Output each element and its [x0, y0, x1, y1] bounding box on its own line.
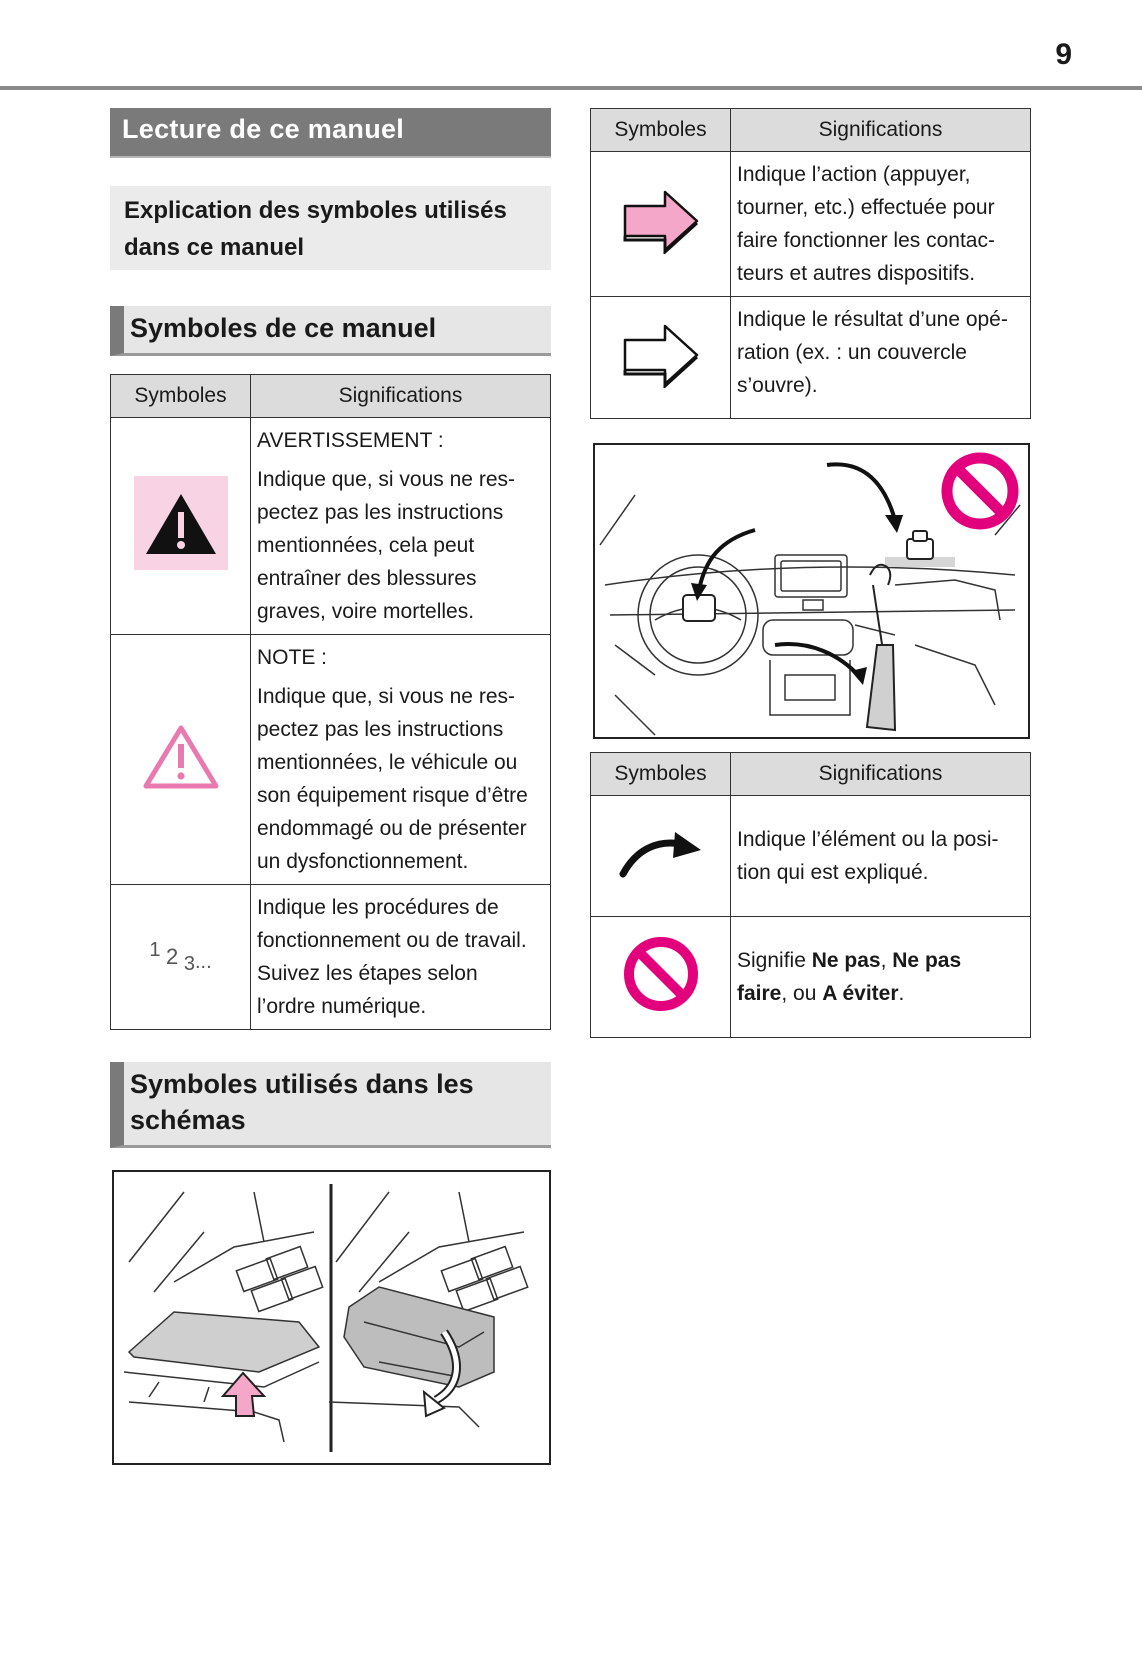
symbol-cell [111, 885, 251, 1030]
meaning-cell [731, 796, 1031, 917]
text-line: mentionnées, cela peut [257, 534, 475, 557]
text-line: mentionnées, le véhicule ou [257, 751, 518, 774]
symbol-cell [591, 917, 731, 1038]
text-line: tion qui est expliqué. [737, 861, 929, 884]
symbol-cell [591, 796, 731, 917]
curved-arrow-icon [619, 828, 703, 878]
section-title-line-1: Symboles utilisés dans les [130, 1069, 474, 1099]
manual-symbols-table [110, 374, 551, 1030]
section-title-line-2: schémas [130, 1105, 246, 1135]
diagram-symbols-table-top [590, 108, 1031, 419]
prohibited-icon [621, 934, 701, 1014]
table-header-row [591, 109, 1031, 152]
text-line: son équipement risque d’être [257, 784, 528, 807]
row-text [257, 891, 544, 1023]
meaning-cell [251, 418, 551, 635]
row-text [257, 680, 544, 878]
text-line: Suivez les étapes selon [257, 962, 478, 985]
text-line: s’ouvre). [737, 374, 818, 397]
meaning-cell [251, 885, 551, 1030]
chapter-title: Lecture de ce manuel [122, 114, 405, 144]
row-text [737, 303, 1024, 402]
text-line: endommagé ou de présenter [257, 817, 527, 840]
bold-run: Ne pas [892, 949, 962, 972]
table-row [111, 885, 551, 1030]
console-drawing [114, 1172, 549, 1463]
text-line: pectez pas les instructions [257, 501, 504, 524]
table-header-row [591, 753, 1031, 796]
step-numbers-icon: 1 2 3... [149, 939, 212, 975]
section-title: Symboles de ce manuel [130, 313, 437, 343]
table-row [111, 418, 551, 635]
row-text [737, 944, 1024, 1010]
header-symbols: Symboles [591, 753, 731, 796]
header-rule [0, 86, 1142, 90]
text-run: , ou [781, 982, 823, 1005]
text-line: Indique l’action (appuyer, [737, 163, 971, 186]
text-line: fonctionnement ou de travail. [257, 929, 527, 952]
meaning-cell [731, 152, 1031, 297]
page-number: 9 [1055, 38, 1072, 71]
subtitle-box [110, 186, 551, 270]
pink-arrow-icon [621, 188, 701, 254]
text-run: . [898, 982, 905, 1005]
meaning-cell [731, 917, 1031, 1038]
text-line: tourner, etc.) effectuée pour [737, 196, 995, 219]
row-label: AVERTISSEMENT : [257, 429, 444, 452]
chapter-banner [110, 108, 551, 158]
text-line: Indique que, si vous ne res- [257, 468, 515, 491]
table-row [591, 152, 1031, 297]
table-row [591, 796, 1031, 917]
text-line: entraîner des blessures [257, 567, 477, 590]
text-line: Indique l’élément ou la posi- [737, 828, 999, 851]
row-label: NOTE : [257, 646, 328, 669]
row-text [737, 158, 1024, 290]
bold-run: Ne pas [811, 949, 881, 972]
text-line: faire fonctionner les contac- [737, 229, 995, 252]
text-line: pectez pas les instructions [257, 718, 504, 741]
table-row [591, 297, 1031, 419]
dashboard-illustration [593, 443, 1030, 739]
warning-filled-icon [134, 476, 228, 570]
bold-run: faire [737, 982, 782, 1005]
table-row [591, 917, 1031, 1038]
header-meanings: Significations [731, 109, 1031, 152]
text-line: teurs et autres dispositifs. [737, 262, 976, 285]
text-run: Signifie [737, 949, 812, 972]
symbol-cell [111, 635, 251, 885]
text-line: Indique que, si vous ne res- [257, 685, 515, 708]
glovebox-illustration [112, 1170, 551, 1465]
symbol-cell [591, 297, 731, 419]
dashboard-drawing [595, 445, 1028, 737]
table-row [111, 635, 551, 885]
header-symbols: Symboles [591, 109, 731, 152]
section-heading-diagram-symbols [110, 1062, 551, 1148]
row-text [737, 823, 1024, 889]
text-line: l’ordre numérique. [257, 995, 427, 1018]
subtitle-line-2: dans ce manuel [124, 234, 305, 261]
outline-arrow-icon [621, 322, 701, 388]
text-line: Indique le résultat d’une opé- [737, 308, 1008, 331]
text-run: , [880, 949, 893, 972]
symbol-cell [111, 418, 251, 635]
meaning-cell [251, 635, 551, 885]
text-line: Indique les procédures de [257, 896, 499, 919]
row-text [257, 463, 544, 628]
header-symbols: Symboles [111, 375, 251, 418]
text-line: ration (ex. : un couvercle [737, 341, 967, 364]
meaning-cell [731, 297, 1031, 419]
header-meanings: Significations [251, 375, 551, 418]
section-heading-manual-symbols [110, 306, 551, 356]
subtitle-line-1: Explication des symboles utilisés [124, 197, 507, 224]
text-line: graves, voire mortelles. [257, 600, 475, 623]
header-meanings: Significations [731, 753, 1031, 796]
symbol-cell [591, 152, 731, 297]
caution-outline-icon [141, 722, 221, 792]
text-line: un dysfonctionnement. [257, 850, 469, 873]
table-header-row [111, 375, 551, 418]
diagram-symbols-table-bottom [590, 752, 1031, 1038]
bold-run: A éviter [822, 982, 899, 1005]
